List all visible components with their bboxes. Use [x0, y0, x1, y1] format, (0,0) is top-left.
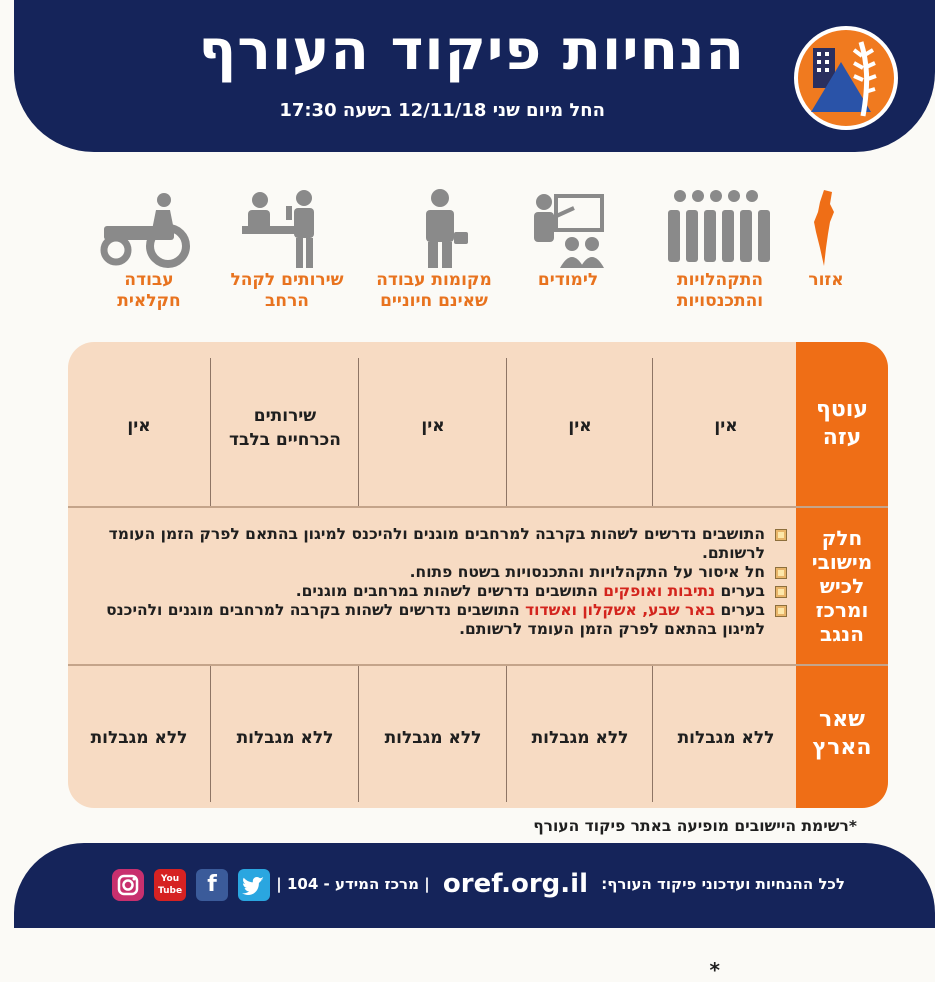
- footnote: *רשימת היישובים מופיעה באתר פיקוד העורף: [533, 817, 857, 835]
- guideline-item: חל איסור על התקהלויות והתכנסויות בשטח פתוח.: [87, 563, 787, 582]
- region-gaza-envelope: עוטף עזה: [816, 397, 868, 450]
- instagram-icon[interactable]: [112, 869, 144, 901]
- col-divider: [358, 358, 359, 506]
- guideline-item: התושבים נדרשים לשהות בקרבה למרחבים מוגנים ולהיכנס למיגון בהתאם לפרק הזמן העומד לרשותם.: [87, 525, 787, 563]
- cell-rest-gatherings: ללא מגבלות: [677, 728, 775, 748]
- cell-gaza-public: שירותים הכרחיים בלבד: [228, 406, 341, 450]
- cell-gaza-agri: אין: [127, 416, 151, 436]
- website-link[interactable]: oref.org.il: [442, 869, 588, 899]
- cell-rest-agri: ללא מגבלות: [90, 728, 188, 748]
- public-service-icon: [238, 188, 324, 268]
- col-divider: [652, 358, 653, 506]
- cell-gaza-gatherings: אין: [714, 416, 738, 436]
- row-divider: [68, 664, 888, 666]
- cell-gaza-education: אין: [568, 416, 592, 436]
- highlighted-cities: באר שבע, אשקלון ואשדוד: [525, 601, 716, 619]
- region-lachish-negev: חלק מישובי לכיש ומרכז הנגב: [811, 526, 873, 646]
- col-divider: [506, 358, 507, 506]
- col-divider: [506, 666, 507, 802]
- footer-banner: [14, 843, 935, 928]
- facebook-icon[interactable]: f: [196, 869, 228, 901]
- twitter-icon[interactable]: [238, 869, 270, 901]
- col-divider: [652, 666, 653, 802]
- cell-rest-education: ללא מגבלות: [531, 728, 629, 748]
- bullet-icon: [775, 586, 787, 598]
- cell-rest-workplaces: ללא מגבלות: [384, 728, 482, 748]
- col-label-region: אזור: [808, 270, 844, 290]
- classroom-icon: [528, 188, 608, 268]
- bullet-icon: [775, 605, 787, 617]
- office-worker-icon: [410, 188, 470, 268]
- youtube-icon[interactable]: You Tube: [154, 869, 186, 901]
- page-subtitle: החל מיום שני 12/11/18 בשעה 17:30: [279, 100, 605, 121]
- cell-gaza-workplaces: אין: [421, 416, 445, 436]
- col-label-gatherings: התקהלויות והתכנסויות: [676, 270, 764, 311]
- footnote-star: *: [709, 958, 720, 982]
- col-divider: [358, 666, 359, 802]
- col-divider: [210, 666, 211, 802]
- guideline-item: בערים באר שבע, אשקלון ואשדוד התושבים נדרשים לשהות בקרבה למרחבים מוגנים ולהיכנס למיגון בהתאם לפרק הזמן העומד לרשותם.: [87, 601, 787, 639]
- region-rest-of-country: שאר הארץ: [812, 707, 872, 760]
- row-divider: [68, 506, 888, 508]
- footer-info: לכל ההנחיות ועדכוני פיקוד העורף: oref.org.il | מרכז המידע - 104 |: [276, 869, 845, 899]
- home-front-command-logo-icon: [783, 22, 909, 134]
- page-title: הנחיות פיקוד העורף: [198, 18, 745, 83]
- bullet-icon: [775, 529, 787, 541]
- israel-map-icon: [806, 188, 846, 268]
- col-label-workplaces: מקומות עבודה שאינם חיוניים: [376, 270, 492, 311]
- crowd-icon: [664, 188, 774, 268]
- guideline-item: בערים נתיבות ואופקים התושבים נדרשים לשהות במרחבים מוגנים.: [87, 582, 787, 601]
- cell-rest-public: ללא מגבלות: [236, 728, 334, 748]
- highlighted-cities: נתיבות ואופקים: [603, 582, 716, 600]
- bullet-icon: [775, 567, 787, 579]
- lachish-negev-guidelines: [87, 525, 787, 639]
- col-label-education: לימודים: [537, 270, 599, 290]
- tractor-icon: [94, 188, 192, 268]
- col-label-public: שירותים לקהל הרחב: [230, 270, 344, 311]
- col-divider: [210, 358, 211, 506]
- col-label-agri: עבודה חקלאית: [117, 270, 181, 311]
